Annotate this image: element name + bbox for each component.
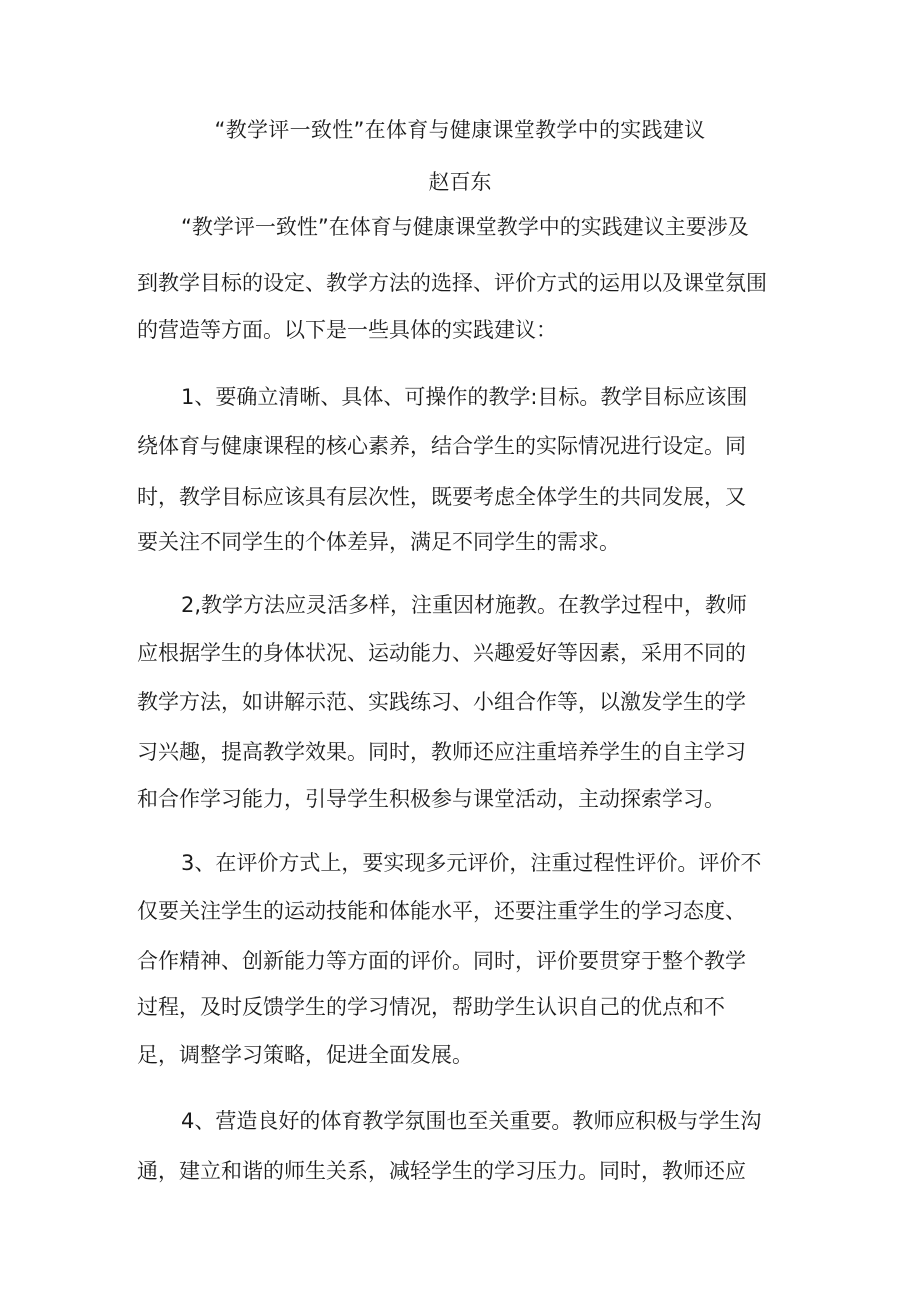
text-line: 足，调整学习策略，促进全面发展。 bbox=[137, 1043, 473, 1067]
text-line: 合作精神、创新能力等方面的评价。同时，评价要贯穿于整个教学 bbox=[137, 949, 746, 973]
text-line: 仅要关注学生的运动技能和体能水平，还要注重学生的学习态度、 bbox=[137, 899, 746, 923]
text-line: 要关注不同学生的个体差异，满足不同学生的需求。 bbox=[137, 530, 620, 554]
text-line: 时，教学目标应该具有层次性，既要考虑全体学生的共同发展，又 bbox=[137, 485, 746, 509]
document-author: 赵百东 bbox=[428, 170, 492, 194]
text-line: 3、在评价方式上，要实现多元评价，注重过程性评价。评价不 bbox=[181, 851, 762, 875]
text-line: 过程，及时反馈学生的学习情况，帮助学生认识自己的优点和不 bbox=[137, 995, 725, 1019]
text-line: 和合作学习能力，引导学生积极参与课堂活动，主动探索学习。 bbox=[137, 787, 725, 811]
text-line: 2,教学方法应灵活多样，注重因材施教。在教学过程中，教师 bbox=[181, 593, 748, 617]
text-line: 到教学目标的设定、教学方法的选择、评价方式的运用以及课堂氛围 bbox=[137, 271, 767, 295]
text-line: 绕体育与健康课程的核心素养，结合学生的实际情况进行设定。同 bbox=[137, 434, 746, 458]
text-line: 的营造等方面。以下是一些具体的实践建议： bbox=[137, 318, 557, 342]
text-line: 1、要确立清晰、具体、可操作的教学:目标。教学目标应该围 bbox=[181, 385, 748, 409]
text-line: “教学评一致性”在体育与健康课堂教学中的实践建议主要涉及 bbox=[181, 215, 749, 239]
text-line: 习兴趣，提高教学效果。同时，教师还应注重培养学生的自主学习 bbox=[137, 740, 746, 764]
text-line: 教学方法，如讲解示范、实践练习、小组合作等，以激发学生的学 bbox=[137, 690, 746, 714]
document-title: “教学评一致性”在体育与健康课堂教学中的实践建议 bbox=[214, 118, 706, 142]
text-line: 应根据学生的身体状况、运动能力、兴趣爱好等因素，采用不同的 bbox=[137, 641, 746, 665]
text-line: 4、营造良好的体育教学氛围也至关重要。教师应积极与学生沟 bbox=[181, 1109, 762, 1133]
text-line: 通，建立和谐的师生关系，减轻学生的学习压力。同时，教师还应 bbox=[137, 1159, 746, 1183]
